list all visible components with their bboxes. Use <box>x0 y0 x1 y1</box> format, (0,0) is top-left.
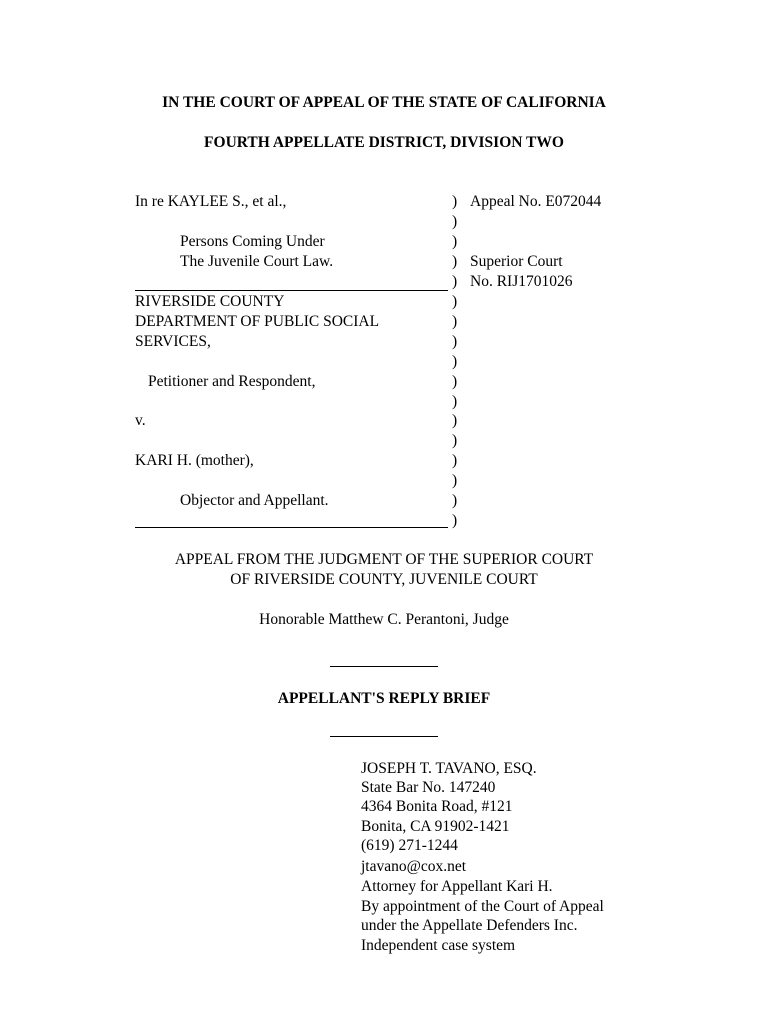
caption-paren: ) <box>452 333 458 350</box>
caption-paren: ) <box>452 233 458 250</box>
caption-appellant-role: Objector and Appellant. <box>180 492 329 509</box>
caption-paren: ) <box>452 193 458 210</box>
caption-paren: ) <box>452 452 458 469</box>
superior-court-label: Superior Court <box>470 253 563 270</box>
caption-paren: ) <box>452 273 458 290</box>
caption-persons-line1: Persons Coming Under <box>180 233 325 250</box>
judge-name: Honorable Matthew C. Perantoni, Judge <box>259 611 509 628</box>
appeal-from-line1: APPEAL FROM THE JUDGMENT OF THE SUPERIOR COURT <box>174 551 594 568</box>
court-district: FOURTH APPELLATE DISTRICT, DIVISION TWO <box>204 134 564 151</box>
caption-persons-line2: The Juvenile Court Law. <box>180 253 334 270</box>
caption-paren: ) <box>452 393 458 410</box>
caption-paren: ) <box>452 432 458 449</box>
appeal-number: Appeal No. E072044 <box>470 193 602 210</box>
caption-divider-top <box>135 290 448 291</box>
caption-paren: ) <box>452 412 458 429</box>
appointment-line1: By appointment of the Court of Appeal <box>361 898 604 915</box>
caption-paren: ) <box>452 313 458 330</box>
caption-appellant-name: KARI H. (mother), <box>135 452 254 469</box>
caption-paren: ) <box>452 293 458 310</box>
caption-versus: v. <box>135 412 146 429</box>
caption-paren: ) <box>452 492 458 509</box>
attorney-phone: (619) 271-1244 <box>361 837 458 854</box>
attorney-bar-number: State Bar No. 147240 <box>361 779 496 796</box>
court-title: IN THE COURT OF APPEAL OF THE STATE OF CALIFORNIA <box>162 94 606 111</box>
caption-petitioner-line2: DEPARTMENT OF PUBLIC SOCIAL <box>135 313 380 330</box>
caption-petitioner-line1: RIVERSIDE COUNTY <box>135 293 285 310</box>
caption-paren: ) <box>452 373 458 390</box>
appointment-line3: Independent case system <box>361 937 516 954</box>
caption-divider-bottom <box>135 527 448 528</box>
brief-title: APPELLANT'S REPLY BRIEF <box>277 690 491 707</box>
appointment-line2: under the Appellate Defenders Inc. <box>361 917 578 934</box>
caption-paren: ) <box>452 472 458 489</box>
attorney-email: jtavano@cox.net <box>361 858 467 875</box>
title-rule-top <box>330 666 438 667</box>
superior-court-number: No. RIJ1701026 <box>470 273 573 290</box>
attorney-address-line1: 4364 Bonita Road, #121 <box>361 798 513 815</box>
attorney-address-line2: Bonita, CA 91902-1421 <box>361 818 510 835</box>
caption-paren: ) <box>452 512 458 529</box>
title-rule-bottom <box>330 736 438 737</box>
attorney-name: JOSEPH T. TAVANO, ESQ. <box>361 760 537 777</box>
caption-paren: ) <box>452 253 458 270</box>
caption-petitioner-role: Petitioner and Respondent, <box>148 373 316 390</box>
caption-in-re: In re KAYLEE S., et al., <box>135 193 287 210</box>
attorney-role: Attorney for Appellant Kari H. <box>361 878 553 895</box>
caption-paren: ) <box>452 353 458 370</box>
caption-petitioner-line3: SERVICES, <box>135 333 211 350</box>
appeal-from-line2: OF RIVERSIDE COUNTY, JUVENILE COURT <box>230 571 538 588</box>
caption-paren: ) <box>452 213 458 230</box>
